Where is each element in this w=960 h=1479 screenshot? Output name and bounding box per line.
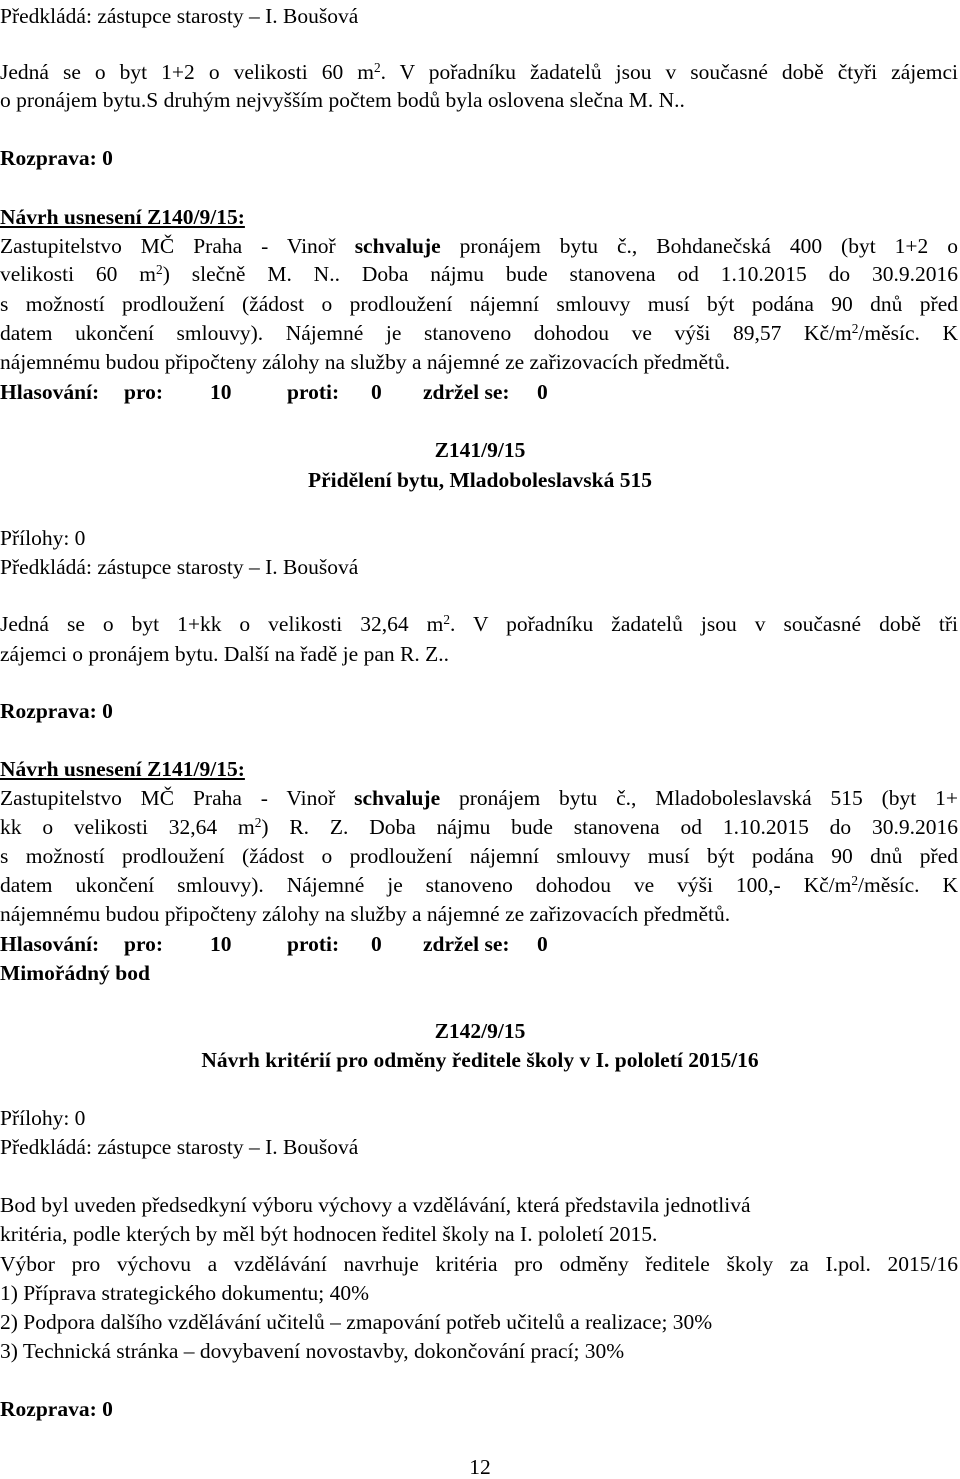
paragraph-line: zájemci o pronájem bytu. Další na řadě je pan R. Z.. (0, 642, 449, 666)
paragraph-line: o pronájem bytu.S druhým nejvyšším počtem bodů byla oslovena slečna M. N.. (0, 88, 685, 112)
paragraph-line: Zastupitelstvo MČ Praha - Vinoř schvaluje pronájem bytu č., Bohdanečská 400 (byt 1+2 o (0, 234, 958, 258)
paragraph-line: s možností prodloužení (žádost o prodloužení nájemní smlouvy musí být podána 90 dnů před (0, 844, 958, 868)
paragraph-line: Jedná se o byt 1+2 o velikosti 60 $m^2$. V pořadníku žadatelů jsou v současné době čtyři zájemci (0, 60, 958, 84)
submitter-line: Předkládá: zástupce starosty – I. Boušová (0, 1135, 359, 1159)
item-number: Z141/9/15 (434, 438, 526, 462)
debate-heading: Rozprava: 0 (0, 1397, 113, 1421)
attachments-line: Přílohy: 0 (0, 526, 86, 550)
extraordinary-item-heading: Mimořádný bod (0, 961, 150, 985)
criteria-item: 3) Technická stránka – dovybavení novostavby, dokončování prací; 30% (0, 1339, 625, 1363)
paragraph-line: kk o velikosti 32,64 $m^2$) R. Z. Doba nájmu bude stanovena od 1.10.2015 do 30.9.2016 (0, 815, 959, 839)
paragraph-line: nájemnému budou připočteny zálohy na služby a nájemné ze zařizovacích předmětů. (0, 902, 731, 926)
paragraph-line: Bod byl uveden předsedkyní výboru výchovy a vzdělávání, která představila jednotlivá (0, 1193, 751, 1217)
resolution-heading: Návrh usnesení Z141/9/15: (0, 757, 245, 781)
paragraph-line: kritéria, podle kterých by měl být hodnocen ředitel školy na I. pololetí 2015. (0, 1222, 658, 1246)
submitter-line: Předkládá: zástupce starosty – I. Boušová (0, 555, 359, 579)
vote-result: Hlasování: pro: 10 proti: 0 zdržel se: 0 (0, 932, 548, 956)
item-title: Přidělení bytu, Mladoboleslavská 515 (307, 468, 653, 492)
paragraph-line: s možností prodloužení (žádost o prodloužení nájemní smlouvy musí být podána 90 dnů před (0, 292, 958, 316)
paragraph-line: nájemnému budou připočteny zálohy na služby a nájemné ze zařizovacích předmětů. (0, 350, 731, 374)
debate-heading: Rozprava: 0 (0, 146, 113, 170)
criteria-item: 1) Příprava strategického dokumentu; 40% (0, 1281, 369, 1305)
criteria-item: 2) Podpora dalšího vzdělávání učitelů – zmapování potřeb učitelů a realizace; 30% (0, 1310, 713, 1334)
page-number: 12 (469, 1455, 491, 1479)
paragraph-line: velikosti 60 $m^2$) slečně M. N.. Doba nájmu bude stanovena od 1.10.2015 do 30.9.2016 (0, 262, 959, 286)
paragraph-line: Jedná se o byt 1+kk o velikosti 32,64 $m^2$. V pořadníku žadatelů jsou v současné době tři (0, 612, 958, 636)
paragraph-line: Zastupitelstvo MČ Praha - Vinoř schvaluje pronájem bytu č., Mladoboleslavská 515 (byt 1+ (0, 786, 958, 810)
resolution-heading: Návrh usnesení Z140/9/15: (0, 205, 245, 229)
paragraph-line: datem ukončení smlouvy). Nájemné je stanoveno dohodou ve výši 100,- $Kč/m^2$/měsíc. K (0, 873, 958, 897)
item-number: Z142/9/15 (434, 1019, 526, 1043)
paragraph-line: datem ukončení smlouvy). Nájemné je stanoveno dohodou ve výši 89,57 $Kč/m^2$/měsíc. K (0, 321, 958, 345)
vote-result: Hlasování: pro: 10 proti: 0 zdržel se: 0 (0, 380, 548, 404)
paragraph-line: Výbor pro výchovu a vzdělávání navrhuje kritéria pro odměny ředitele školy za I.pol. 2015/16 (0, 1252, 958, 1276)
attachments-line: Přílohy: 0 (0, 1106, 86, 1130)
submitter-line: Předkládá: zástupce starosty – I. Boušová (0, 4, 359, 28)
item-title: Návrh kritérií pro odměny ředitele školy v I. pololetí 2015/16 (201, 1048, 759, 1072)
debate-heading: Rozprava: 0 (0, 699, 113, 723)
